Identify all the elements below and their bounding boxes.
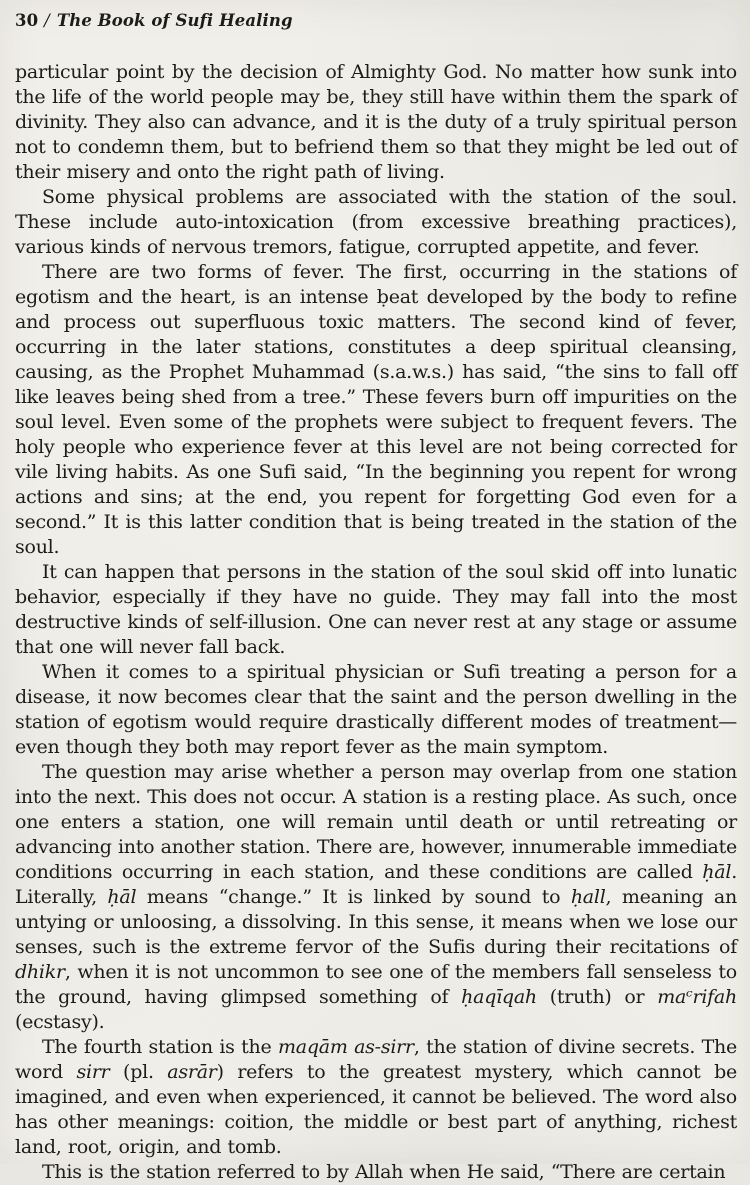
running-header xyxy=(0,0,750,30)
paragraph: The fourth station is the maqām as-sirr, the station of divine secrets. The word sirr (pl. asrār) refers to the greatest mystery, which cannot be imagined, and even when experienced, it cannot be believed. The word also has other meanings: coition, the middle or best part of anything, richest land, root, origin, and tomb. xyxy=(15,1036,737,1158)
page-number: 30 xyxy=(15,11,39,30)
header-separator: / xyxy=(44,11,50,30)
paragraph-last: This is the station referred to by Allah when He said, “There are certain xyxy=(42,1161,726,1183)
page-body xyxy=(15,60,737,1185)
paragraph-continuation: particular point by the decision of Almighty God. No matter how sunk into the life of the world people may be, they still have within them the spark of divinity. They also can advance, and it is the duty of a truly spiritual person not to condemn them, but to befriend them so that they might be led out of their misery and onto the right path of living. xyxy=(15,61,737,183)
paragraph: Some physical problems are associated with the station of the soul. These include auto-intoxication (from excessive breathing practices), various kinds of nervous tremors, fatigue, corrupted appetite, and fever. xyxy=(15,186,737,258)
paragraph: There are two forms of fever. The first, occurring in the stations of egotism and the heart, is an intense ḅeat developed by the body to refine and process out superfluous toxic matters. The second kind of fever, occurring in the later stations, constitutes a deep spiritual cleansing, causing, as the Prophet Muhammad (s.a.w.s.) has said, “the sins to fall off like leaves being shed from a tree.” These fevers burn off impurities on the soul level. Even some of the prophets were subject to frequent fevers. The holy people who experience fever at this level are not being corrected for vile living habits. As one Sufi said, “In the beginning you repent for wrong actions and sins; at the end, you repent for forgetting God even for a second.” It is this latter condition that is being treated in the station of the soul. xyxy=(15,261,737,558)
paragraph: When it comes to a spiritual physician or Sufi treating a person for a disease, it now becomes clear that the saint and the person dwelling in the station of egotism would require drastically different modes of treatment—even though they both may report fever as the main symptom. xyxy=(15,661,737,758)
paragraph: It can happen that persons in the station of the soul skid off into lunatic behavior, especially if they have no guide. They may fall into the most destructive kinds of self-illusion. One can never rest at any stage or assume that one will never fall back. xyxy=(15,561,737,658)
book-title: The Book of Sufi Healing xyxy=(56,11,293,30)
paragraph: The question may arise whether a person may overlap from one station into the next. This does not occur. A station is a resting place. As such, once one enters a station, one will remain until death or until retreating or advancing into another station. There are, however, innumerable immediate conditions occurring in each station, and these conditions are called ḥāl. Literally, ḥāl means “change.” It is linked by sound to ḥall, meaning an untying or unloosing, a dissolving. In this sense, it means when we lose our senses, such is the extreme fervor of the Sufis during their recitations of dhikr, when it is not uncommon to see one of the members fall senseless to the ground, having glimpsed something of ḥaqīqah (truth) or maᶜrifah (ecstasy). xyxy=(15,761,737,1033)
